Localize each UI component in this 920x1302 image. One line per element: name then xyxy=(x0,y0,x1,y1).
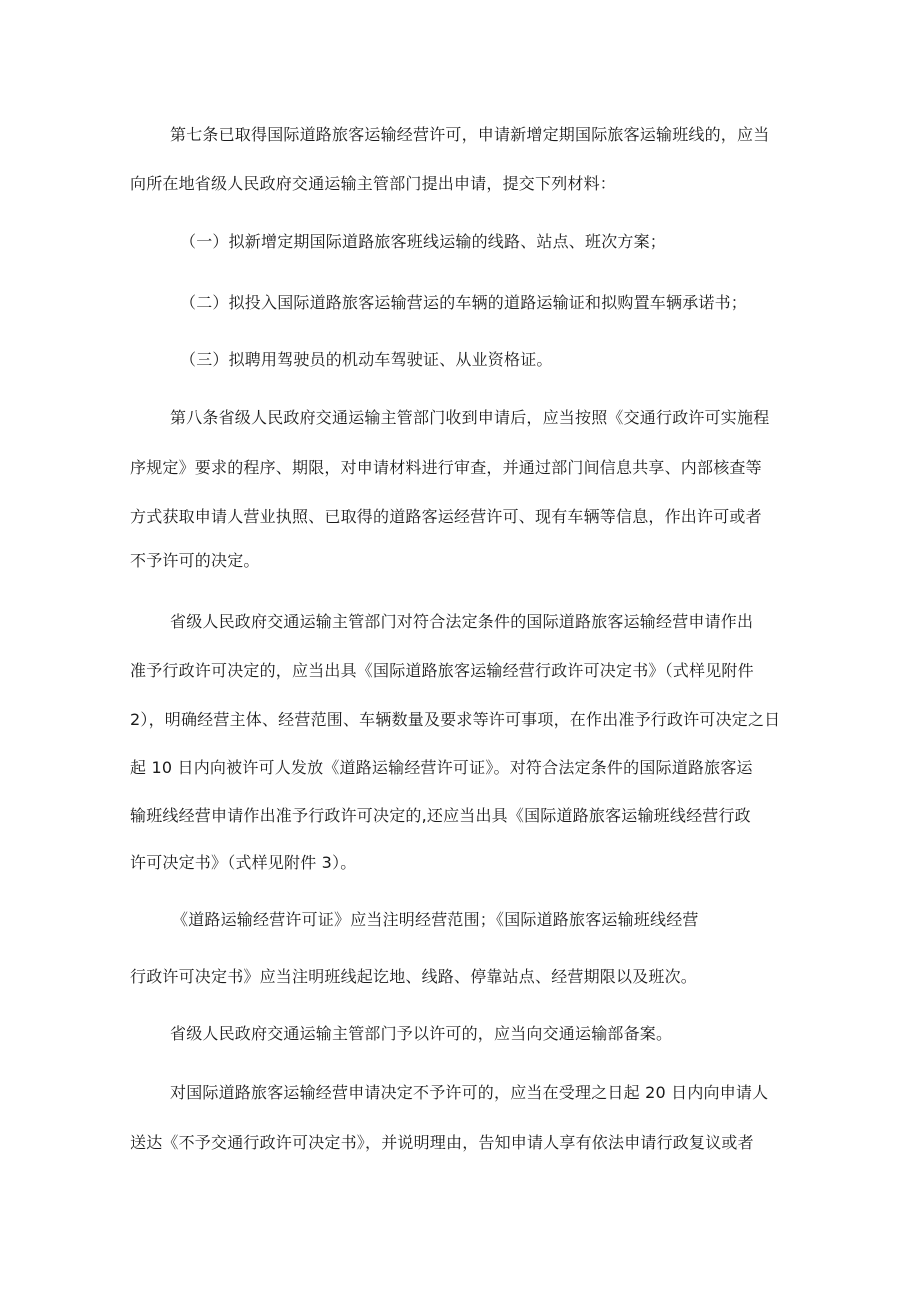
article-8-line-2: 序规定》要求的程序、期限，对申请材料进行审查，并通过部门间信息共享、内部核查等 xyxy=(130,458,762,477)
article-7-line-2: 向所在地省级人民政府交通运输主管部门提出申请，提交下列材料： xyxy=(130,174,617,193)
paragraph-approval-line-2: 准予行政许可决定的，应当出具《国际道路旅客运输经营行政许可决定书》（式样见附件 xyxy=(130,661,754,680)
paragraph-approval-line-1: 省级人民政府交通运输主管部门对符合法定条件的国际道路旅客运输经营申请作出 xyxy=(170,612,754,631)
article-7-item-3: （三）拟聘用驾驶员的机动车驾驶证、从业资格证。 xyxy=(180,350,553,369)
paragraph-license-line-1: 《道路运输经营许可证》应当注明经营范围；《国际道路旅客运输班线经营 xyxy=(172,910,699,929)
paragraph-refusal-line-1: 对国际道路旅客运输经营申请决定不予许可的，应当在受理之日起 20 日内向申请人 xyxy=(170,1083,769,1102)
article-8-line-1: 第八条省级人民政府交通运输主管部门收到申请后，应当按照《交通行政许可实施程 xyxy=(170,408,770,427)
paragraph-filing-line-1: 省级人民政府交通运输主管部门予以许可的，应当向交通运输部备案。 xyxy=(170,1024,673,1043)
paragraph-approval-line-3: 2），明确经营主体、经营范围、车辆数量及要求等许可事项，在作出准予行政许可决定之日 xyxy=(130,710,781,729)
paragraph-approval-line-4: 起 10 日内向被许可人发放《道路运输经营许可证》。对符合法定条件的国际道路旅客运 xyxy=(130,758,753,777)
article-8-line-3: 方式获取申请人营业执照、已取得的道路客运经营许可、现有车辆等信息，作出许可或者 xyxy=(130,507,762,526)
article-8-line-4: 不予许可的决定。 xyxy=(130,551,260,570)
paragraph-refusal-line-2: 送达《不予交通行政许可决定书》，并说明理由，告知申请人享有依法申请行政复议或者 xyxy=(130,1133,754,1152)
article-7-item-2: （二）拟投入国际道路旅客运输营运的车辆的道路运输证和拟购置车辆承诺书； xyxy=(180,293,748,312)
paragraph-license-line-2: 行政许可决定书》应当注明班线起讫地、线路、停靠站点、经营期限以及班次。 xyxy=(130,967,698,986)
article-7-item-1: （一）拟新增定期国际道路旅客班线运输的线路、站点、班次方案； xyxy=(180,232,667,251)
paragraph-approval-line-6: 许可决定书》（式样见附件 3）。 xyxy=(130,853,357,872)
paragraph-approval-line-5: 输班线经营申请作出准予行政许可决定的,还应当出具《国际道路旅客运输班线经营行政 xyxy=(130,806,751,825)
article-7-line-1: 第七条已取得国际道路旅客运输经营许可，申请新增定期国际旅客运输班线的，应当 xyxy=(170,125,770,144)
